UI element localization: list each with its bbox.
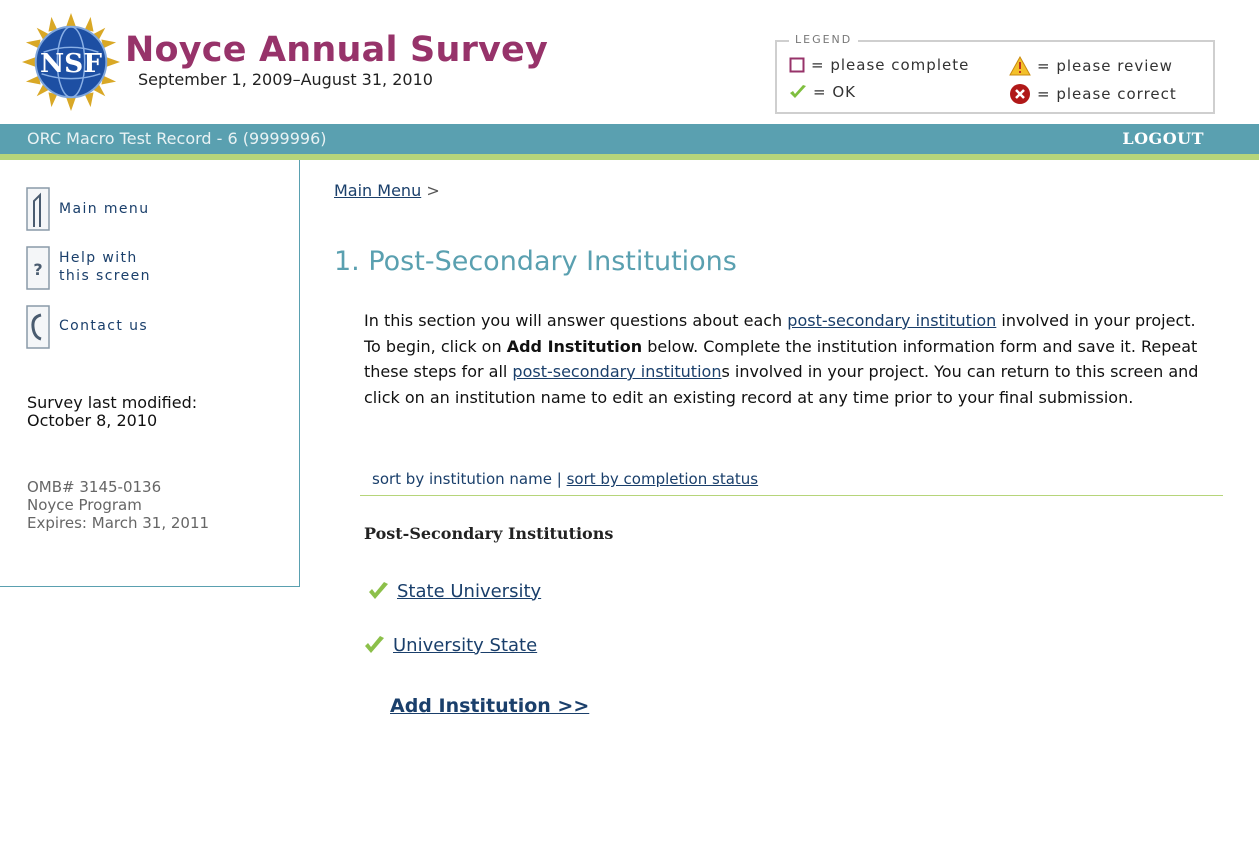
legend-ok	[789, 83, 856, 101]
green-checkmark-icon	[363, 634, 385, 656]
site-title: Noyce Annual Survey	[125, 30, 549, 70]
sidebar-main-menu-link[interactable]	[26, 187, 149, 231]
institution-link-university-state[interactable]: University State	[393, 634, 538, 656]
legend-ok-label: = OK	[813, 83, 856, 101]
breadcrumb-main-menu-link[interactable]: Main Menu	[334, 181, 422, 200]
last-modified-label: Survey last modified:	[27, 393, 198, 412]
institution-link-state-university[interactable]: State University	[397, 580, 542, 602]
sidebar-help-line1: Help with	[59, 250, 138, 266]
green-checkmark-icon	[367, 580, 389, 602]
page-title: 1. Post-Secondary Institutions	[334, 246, 737, 277]
intro-paragraph	[364, 308, 1214, 410]
intro-text-2: involved in your project. To begin, click on	[364, 311, 1196, 356]
survey-dates: September 1, 2009–August 31, 2010	[138, 70, 433, 89]
legend-please-complete	[789, 56, 969, 74]
svg-text:?: ?	[33, 260, 43, 279]
logout-link[interactable]: LOGOUT	[1122, 129, 1204, 148]
sidebar-contact-label: Contact us	[59, 318, 149, 334]
institutions-list-heading: Post-Secondary Institutions	[364, 524, 614, 543]
intro-text-4: s involved in your project. You can return to this screen and click on an institution name to edit an existing record at any time prior to your final submission.	[364, 362, 1199, 407]
legend-please-review	[1009, 56, 1173, 76]
sidebar-help-link[interactable]	[26, 246, 179, 290]
omb-number: OMB# 3145-0136	[27, 478, 162, 496]
empty-checkbox-icon	[789, 57, 805, 73]
phone-icon	[26, 305, 50, 349]
intro-add-institution-bold: Add Institution	[506, 336, 643, 356]
expiry-date: Expires: March 31, 2011	[27, 514, 210, 532]
legend-please-review-label: = please review	[1037, 57, 1173, 75]
sort-bar	[360, 470, 1223, 496]
legend-please-correct	[1009, 83, 1177, 105]
svg-text:NSF: NSF	[39, 47, 103, 79]
last-modified-date: October 8, 2010	[27, 411, 158, 430]
red-error-icon	[1009, 83, 1031, 105]
help-question-icon	[26, 246, 50, 290]
sort-by-name-label: sort by institution name	[372, 470, 552, 488]
intro-text-1: In this section you will answer questions about each	[364, 311, 788, 330]
add-institution-link[interactable]: Add Institution >>	[390, 695, 590, 717]
post-secondary-institution-link-2[interactable]: post-secondary institution	[512, 362, 722, 381]
legend-title: LEGEND	[789, 33, 858, 46]
record-label: ORC Macro Test Record - 6 (9999996)	[27, 129, 327, 148]
top-bar	[0, 124, 1259, 154]
nsf-logo	[22, 13, 120, 111]
sidebar-help-label	[59, 246, 179, 285]
warning-triangle-icon	[1009, 56, 1031, 76]
green-checkmark-icon	[789, 83, 807, 101]
sort-by-completion-status-link[interactable]: sort by completion status	[566, 470, 759, 488]
sidebar-main-menu-label: Main menu	[59, 201, 150, 217]
institution-row	[367, 580, 541, 602]
sidebar-contact-link[interactable]	[26, 305, 148, 349]
legend-please-correct-label: = please correct	[1037, 85, 1177, 103]
post-secondary-institution-link-1[interactable]: post-secondary institution	[787, 311, 997, 330]
survey-last-modified	[27, 394, 277, 430]
breadcrumb-separator: >	[426, 181, 440, 200]
institution-row	[363, 634, 537, 656]
program-name: Noyce Program	[27, 496, 142, 514]
main-menu-icon	[26, 187, 50, 231]
legend-box	[775, 33, 1215, 114]
sort-separator: |	[556, 470, 562, 488]
legend-please-complete-label: = please complete	[811, 56, 970, 74]
header	[0, 0, 1259, 124]
sidebar-help-line2: this screen	[59, 268, 151, 284]
sidebar	[0, 160, 300, 587]
intro-text-3: below. Complete the institution information form and save it. Repeat these steps for all	[364, 336, 1198, 381]
breadcrumb	[334, 181, 440, 200]
omb-info	[27, 478, 287, 532]
